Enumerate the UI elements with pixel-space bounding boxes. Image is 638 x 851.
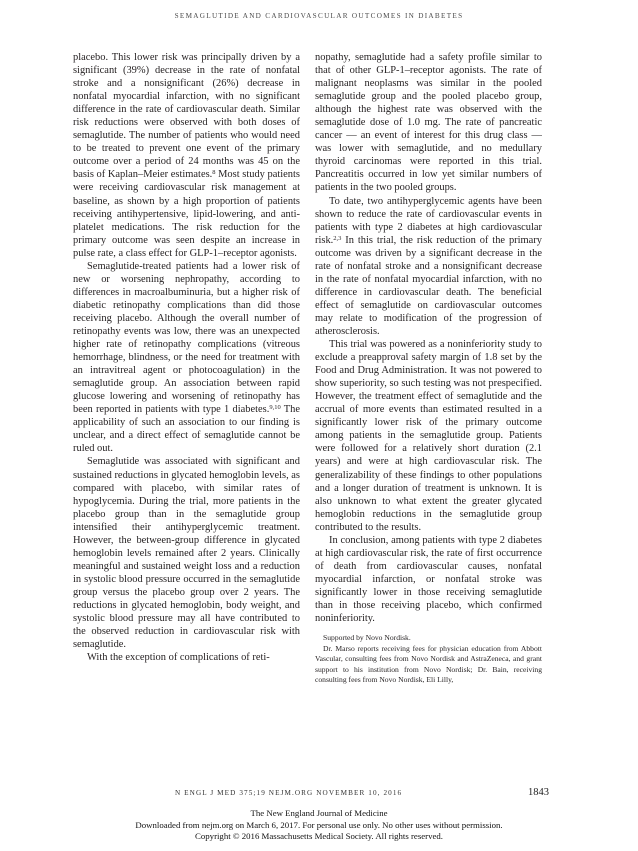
download-statement: Downloaded from nejm.org on March 6, 2017. For personal use only. No other uses without permission.	[135, 819, 503, 830]
download-notice	[0, 808, 638, 843]
paragraph-text: Semaglutide-treated patients had a lower risk of new or worsening nephropathy, according to differences in macroalbuminuria, but a higher risk of diabetic retinopathy complications than did those receiving placebo. Although the overall number of retinopathy events was low, there was an unexpected higher rate of retinopathy complications (vitreous hemorrhage, blindness, or the need for treatment with an intravitreal agent or photocoagulation) in the semaglutide group. An association between rapid glucose lowering and worsening of retinopathy has been reported in patients with type 1 diabetes.	[73, 260, 300, 416]
left-column	[73, 51, 300, 664]
journal-citation-line: N ENGL J MED 375;19 NEJM.ORG NOVEMBER 10, 2016	[175, 789, 403, 797]
paragraph-text: Most study patients were receiving cardiovascular risk management at baseline, as shown by a high proportion of patients receiving antihypertensive, lipid-lowering, and anti-platelet medications. The risk reduction for the primary outcome was seen despite an increase in pulse rate, a class effect for GLP-1–receptor agonists.	[73, 169, 300, 259]
paragraph-text: To date, two antihyperglycemic agents have been shown to reduce the rate of cardiovascular events in patients with type 2 diabetes at high cardiovascular risk.	[315, 195, 542, 246]
paragraph-text: nopathy, semaglutide had a safety profile similar to that of other GLP-1–receptor agonists. The rate of malignant neoplasms was similar in the pooled semaglutide group and the pooled placebo group, although the highest rate was observed with the semaglutide dose of 1.0 mg. The rate of pancreatic cancer — an event of interest for this drug class — was lower with semaglutide, and no medullary thyroid carcinomas were reported in this trial. Pancreatitis occurred in low yet similar numbers of patients in the two pooled groups.	[315, 52, 542, 194]
paragraph	[315, 534, 542, 625]
paragraph	[315, 338, 542, 534]
running-title: SEMAGLUTIDE AND CARDIOVASCULAR OUTCOMES IN DIABETES	[174, 12, 464, 20]
paragraph	[315, 195, 542, 339]
paragraph-text: The applicability of such an association to our finding is unclear, and a direct effect of semaglutide cannot be ruled out.	[73, 404, 300, 455]
paragraph-text: In this trial, the risk reduction of the primary outcome was driven by a significant decrease in the rate of nonfatal stroke and a nonsignificant decrease in the rate of nonfatal myocardial infarction, with no difference in cardiovascular death. The beneficial effect of semaglutide on cardiovascular outcomes may relate to modification of the progression of atherosclerosis.	[315, 234, 542, 337]
citation-superscript[interactable]: 9,10	[269, 404, 281, 412]
paragraph	[315, 51, 542, 195]
paragraph	[73, 260, 300, 456]
support-note: Supported by Novo Nordisk.	[323, 633, 411, 643]
citation-superscript[interactable]: 2,3	[333, 234, 342, 242]
disclosure-note: Dr. Marso reports receiving fees for physician education from Abbott Vascular, consulting fees from Novo Nordisk and AstraZeneca, and grant support to his institution from Novo Nordisk; Dr. Bain, receiving consulting fees from Novo Nordisk, Eli Lilly,	[315, 643, 542, 685]
paragraph-text: With the exception of complications of reti-	[87, 652, 270, 664]
citation-superscript[interactable]: 8	[212, 169, 216, 177]
paragraph-text: Semaglutide was associated with significant and sustained reductions in glycated hemoglobin levels, as compared with placebo, with similar rates of hypoglycemia. During the trial, more patients in the placebo group than in the semaglutide group intensified their antihyperglycemic treatment. However, the between-group difference in glycated hemoglobin levels remained after 2 years. Clinically meaningful and sustained weight loss and a reduction in systolic blood pressure occurred in the semaglutide group versus the placebo group over 2 years. The reductions in glycated hemoglobin, body weight, and systolic blood pressure may all have contributed to the observed reduction in cardiovascular risk with semaglutide.	[73, 456, 300, 651]
paragraph	[73, 651, 300, 664]
journal-name: The New England Journal of Medicine	[250, 808, 388, 818]
page-number: 1843	[528, 787, 549, 798]
copyright-statement: Copyright © 2016 Massachusetts Medical Society. All rights reserved.	[195, 831, 443, 842]
paragraph-text: In conclusion, among patients with type 2 diabetes at high cardiovascular risk, the rate of first occurrence of death from cardiovascular causes, nonfatal myocardial infarction, or nonfatal stroke was significantly lower in those receiving semaglutide than in those receiving placebo, which confirmed noninferiority.	[315, 534, 542, 625]
paragraph	[73, 51, 300, 260]
paragraph-text: This trial was powered as a noninferiority study to exclude a preapproval safety margin of 1.8 set by the Food and Drug Administration. It was not powered to show superiority, so such testing was not prespecified. However, the treatment effect of semaglutide and the accrual of more events than estimated resulted in a significantly lower risk of the primary outcome among patients in the semaglutide group. Patients were followed for a relatively short duration (2.1 years) and were at high cardiovascular risk. The generalizability of these findings to other populations and a longer duration of treatment is unknown. It is also unknown to what extent the greater glycated hemoglobin reductions in the semaglutide group contributed to the results.	[315, 339, 542, 533]
paragraph-text: placebo. This lower risk was principally driven by a significant (39%) decrease in the rate of nonfatal stroke and a nonsignificant (26%) decrease in nonfatal myocardial infarction, with no significant difference in the rate of cardiovascular death. Similar risk reductions were observed with both doses of semaglutide. The number of patients who would need to be treated to prevent one event of the primary outcome over a period of 24 months was 45 on the basis of Kaplan–Meier estimates.	[73, 52, 300, 181]
right-column	[315, 51, 542, 686]
funding-disclosure-notes	[315, 633, 542, 686]
paragraph	[73, 455, 300, 651]
